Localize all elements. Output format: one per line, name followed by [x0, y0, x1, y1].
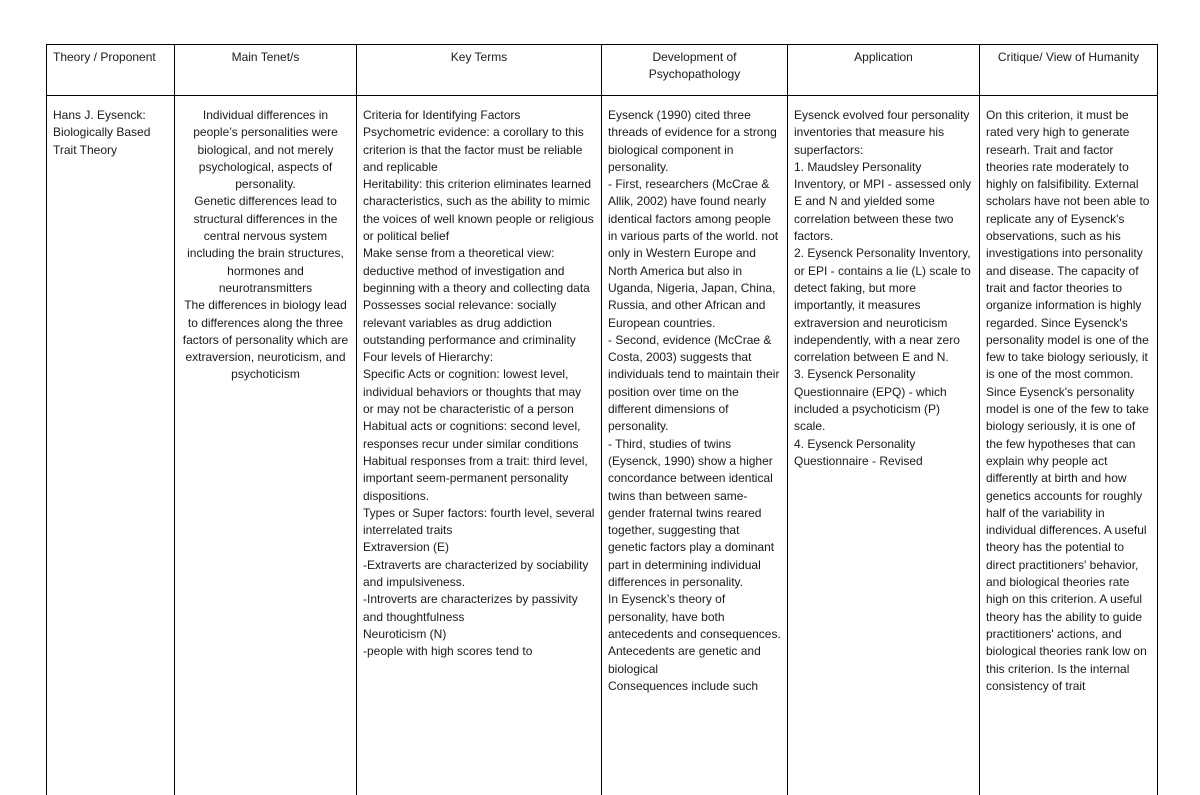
psychopathology-line: - First, researchers (McCrae & Allik, 2002) have found nearly identical factors among people in various parts of the world. not only in Western Europe and North America but also in Uganda, Nigeria, Japan, China, Russia, and other African and European countries. [608, 176, 781, 332]
header-application: Application [788, 45, 980, 96]
key-term-line: Neuroticism (N) [363, 626, 595, 643]
cell-theory-proponent [47, 96, 175, 795]
cell-key-terms [357, 96, 602, 795]
key-term-line: Possesses social relevance: socially relevant variables as drug addiction outstanding performance and criminality [363, 297, 595, 349]
theory-name: Hans J. Eysenck: Biologically Based Trait Theory [53, 107, 168, 159]
header-key-terms: Key Terms [357, 45, 602, 96]
application-line: 1. Maudsley Personality Inventory, or MPI - assessed only E and N and yielded some correlation between these two factors. [794, 159, 973, 245]
header-main-tenets: Main Tenet/s [175, 45, 357, 96]
application-line: 2. Eysenck Personality Inventory, or EPI - contains a lie (L) scale to detect faking, but more importantly, it measures extraversion and neuroticism independently, with a near zero correlation between E and N. [794, 245, 973, 366]
tenet-paragraph: Genetic differences lead to structural differences in the central nervous system including the brain structures, hormones and neurotransmitters [181, 193, 350, 297]
tenet-paragraph: The differences in biology lead to differences along the three factors of personality which are extraversion, neuroticism, and psychoticism [181, 297, 350, 383]
key-term-line: Psychometric evidence: a corollary to this criterion is that the factor must be reliable and replicable [363, 124, 595, 176]
key-term-line: Make sense from a theoretical view: deductive method of investigation and beginning with a theory and collecting data [363, 245, 595, 297]
key-term-line: Heritability: this criterion eliminates learned characteristics, such as the ability to mimic the voices of well known people or religious or political belief [363, 176, 595, 245]
key-term-line: -people with high scores tend to [363, 643, 595, 660]
header-theory-proponent: Theory / Proponent [47, 45, 175, 96]
psychopathology-line: Antecedents are genetic and biological [608, 643, 781, 678]
theory-table [46, 44, 1158, 795]
critique-paragraph: On this criterion, it must be rated very high to generate researh. Trait and factor theories rate moderately to highly on falsifibility. External scholars have not been able to replicate any of Eysenck's observations, such as his investigations into personality and disease. The capacity of trait and factor theories to organize information is highly regarded. Since Eysenck's personality model is one of the few to take biology seriously, it is one of the most common. Since Eysenck's personality model is one of the few to take biology seriously, it is one of the few hypotheses that can explain why people act differently at birth and how genetics accounts for roughly half of the variability in individual differences. A useful theory has the potential to direct practitioners' behavior, and biological theories rate high on this criterion. A useful theory has the ability to guide practitioners' actions, and biological theories rank low on this criterion. Is the internal consistency of trait [986, 107, 1151, 695]
table-row [47, 96, 1158, 795]
key-term-line: Types or Super factors: fourth level, several interrelated traits [363, 505, 595, 540]
application-line: 3. Eysenck Personality Questionnaire (EPQ) - which included a psychoticism (P) scale. [794, 366, 973, 435]
psychopathology-line: In Eysenck’s theory of personality, have both antecedents and consequences. [608, 591, 781, 643]
key-term-line: Four levels of Hierarchy: [363, 349, 595, 366]
psychopathology-line: - Second, evidence (McCrae & Costa, 2003) suggests that individuals tend to maintain their position over time on the different dimensions of personality. [608, 332, 781, 436]
tenet-paragraph: Individual differences in people’s personalities were biological, and not merely psychological, aspects of personality. [181, 107, 350, 193]
psychopathology-line: Eysenck (1990) cited three threads of evidence for a strong biological component in personality. [608, 107, 781, 176]
key-term-line: Specific Acts or cognition: lowest level, individual behaviors or thoughts that may or may not be characteristic of a person [363, 366, 595, 418]
key-term-line: Criteria for Identifying Factors [363, 107, 595, 124]
cell-main-tenets [175, 96, 357, 795]
table-header-row [47, 45, 1158, 96]
application-line: Eysenck evolved four personality inventories that measure his superfactors: [794, 107, 973, 159]
key-term-line: Habitual responses from a trait: third level, important seem-permanent personality dispositions. [363, 453, 595, 505]
psychopathology-line: Consequences include such [608, 678, 781, 695]
key-term-line: -Extraverts are characterized by sociability and impulsiveness. [363, 557, 595, 592]
header-development-of-psychopathology: Development of Psychopathology [602, 45, 788, 96]
key-term-line: -Introverts are characterizes by passivity and thoughtfulness [363, 591, 595, 626]
header-critique: Critique/ View of Humanity [980, 45, 1158, 96]
cell-psychopathology [602, 96, 788, 795]
key-term-line: Habitual acts or cognitions: second level, responses recur under similar conditions [363, 418, 595, 453]
cell-critique [980, 96, 1158, 795]
cell-application [788, 96, 980, 795]
application-line: 4. Eysenck Personality Questionnaire - Revised [794, 436, 973, 471]
psychopathology-line: - Third, studies of twins (Eysenck, 1990) show a higher concordance between identical twins than between same-gender fraternal twins reared together, suggesting that genetic factors play a dominant part in determining individual differences in personality. [608, 436, 781, 592]
key-term-line: Extraversion (E) [363, 539, 595, 556]
